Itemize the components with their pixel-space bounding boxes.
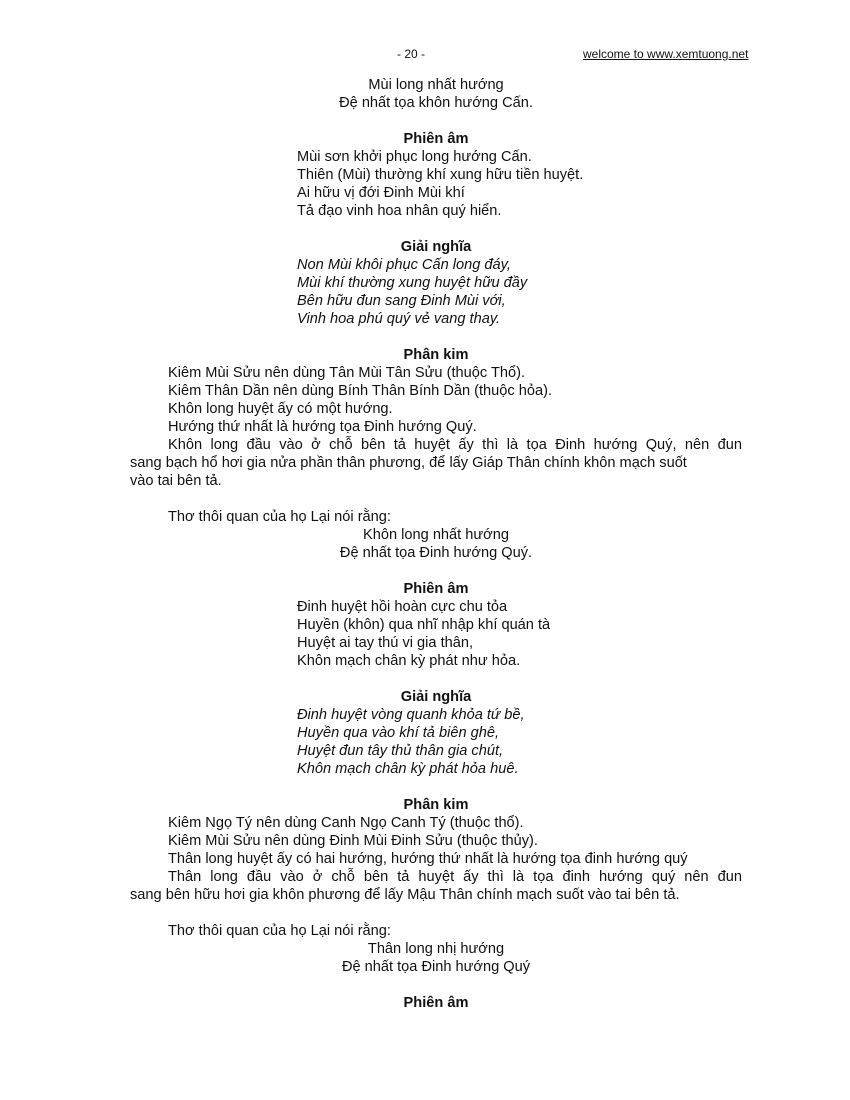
verse-line: Huyền qua vào khí tả biên ghê, (297, 725, 500, 741)
verse-line: Khôn mạch chân kỳ phát như hỏa. (297, 653, 521, 669)
verse-line: Non Mùi khôi phục Cấn long đáy, (297, 257, 511, 273)
section-heading-phien-am: Phiên âm (403, 131, 469, 147)
verse-line: Huyệt ai tay thú vi gia thân, (297, 635, 474, 651)
paragraph-line: sang bên hữu hơi gia khôn phương để lấy Mậu Thân chính mạch suốt vào tai bên tả. (130, 887, 680, 903)
section-heading-phan-kim: Phân kim (403, 797, 469, 813)
intro-line: Thơ thôi quan của họ Lại nói rằng: (168, 923, 391, 939)
paragraph-line: vào tai bên tả. (130, 473, 222, 489)
section-heading-phien-am: Phiên âm (403, 581, 469, 597)
verse-line: Mùi sơn khởi phục long hướng Cấn. (297, 149, 532, 165)
verse-line: Đinh huyệt vòng quanh khỏa tứ bề, (297, 707, 525, 723)
verse-line: Huyệt đun tây thủ thân gia chút, (297, 743, 504, 759)
page-number: - 20 - (397, 47, 426, 61)
paragraph-line: Khôn long huyệt ấy có một hướng. (168, 401, 393, 417)
poem-line: Mùi long nhất hướng (368, 77, 504, 93)
verse-line: Thiên (Mùi) thường khí xung hữu tiền huyệt. (297, 167, 584, 183)
verse-line: Mùi khí thường xung huyệt hữu đầy (297, 275, 528, 291)
poem-line: Đệ nhất tọa khôn hướng Cấn. (339, 95, 533, 111)
paragraph-line: Thân long đầu vào ở chỗ bên tả huyệt ấy thì là tọa đinh hướng quý nên đun (168, 869, 742, 885)
poem-line: Đệ nhất tọa Đinh hướng Quý. (339, 545, 533, 561)
paragraph-line: Kiêm Ngọ Tý nên dùng Canh Ngọ Canh Tý (thuộc thổ). (168, 815, 524, 831)
poem-line: Đệ nhất tọa Đinh hướng Quý (341, 959, 531, 975)
page-header (0, 47, 850, 65)
intro-line: Thơ thôi quan của họ Lại nói rằng: (168, 509, 391, 525)
site-link[interactable]: welcome to www.xemtuong.net (583, 47, 749, 61)
section-heading-giai-nghia: Giải nghĩa (400, 239, 472, 255)
paragraph-line: Kiêm Thân Dần nên dùng Bính Thân Bính Dần (thuộc hỏa). (168, 383, 553, 399)
verse-line: Bên hữu đun sang Đinh Mùi với, (297, 293, 506, 309)
paragraph-line: Thân long huyệt ấy có hai hướng, hướng thứ nhất là hướng tọa đinh hướng quý (168, 851, 688, 867)
poem-line: Thân long nhị hướng (367, 941, 505, 957)
section-heading-phan-kim: Phân kim (403, 347, 469, 363)
paragraph-line: Kiêm Mùi Sửu nên dùng Tân Mùi Tân Sửu (thuộc Thổ). (168, 365, 526, 381)
verse-line: Ai hữu vị đới Đinh Mùi khí (297, 185, 465, 201)
verse-line: Tả đạo vinh hoa nhân quý hiển. (297, 203, 502, 219)
section-heading-giai-nghia: Giải nghĩa (400, 689, 472, 705)
verse-line: Huyền (khôn) qua nhĩ nhập khí quán tà (297, 617, 551, 633)
paragraph-line: Khôn long đầu vào ở chỗ bên tả huyệt ấy thì là tọa Đinh hướng Quý, nên đun (168, 437, 742, 453)
paragraph-line: sang bạch hổ hơi gia nửa phần thân phương, để lấy Giáp Thân chính khôn mạch suốt (130, 455, 687, 471)
verse-line: Vinh hoa phú quý vẻ vang thay. (297, 311, 501, 327)
verse-line: Khôn mạch chân kỳ phát hỏa huê. (297, 761, 519, 777)
verse-line: Đinh huyệt hồi hoàn cực chu tỏa (297, 599, 508, 615)
paragraph-line: Hướng thứ nhất là hướng tọa Đinh hướng Quý. (168, 419, 477, 435)
poem-line: Khôn long nhất hướng (363, 527, 509, 543)
section-heading-phien-am: Phiên âm (403, 995, 469, 1011)
paragraph-line: Kiêm Mùi Sửu nên dùng Đinh Mùi Đinh Sửu (thuộc thủy). (168, 833, 538, 849)
